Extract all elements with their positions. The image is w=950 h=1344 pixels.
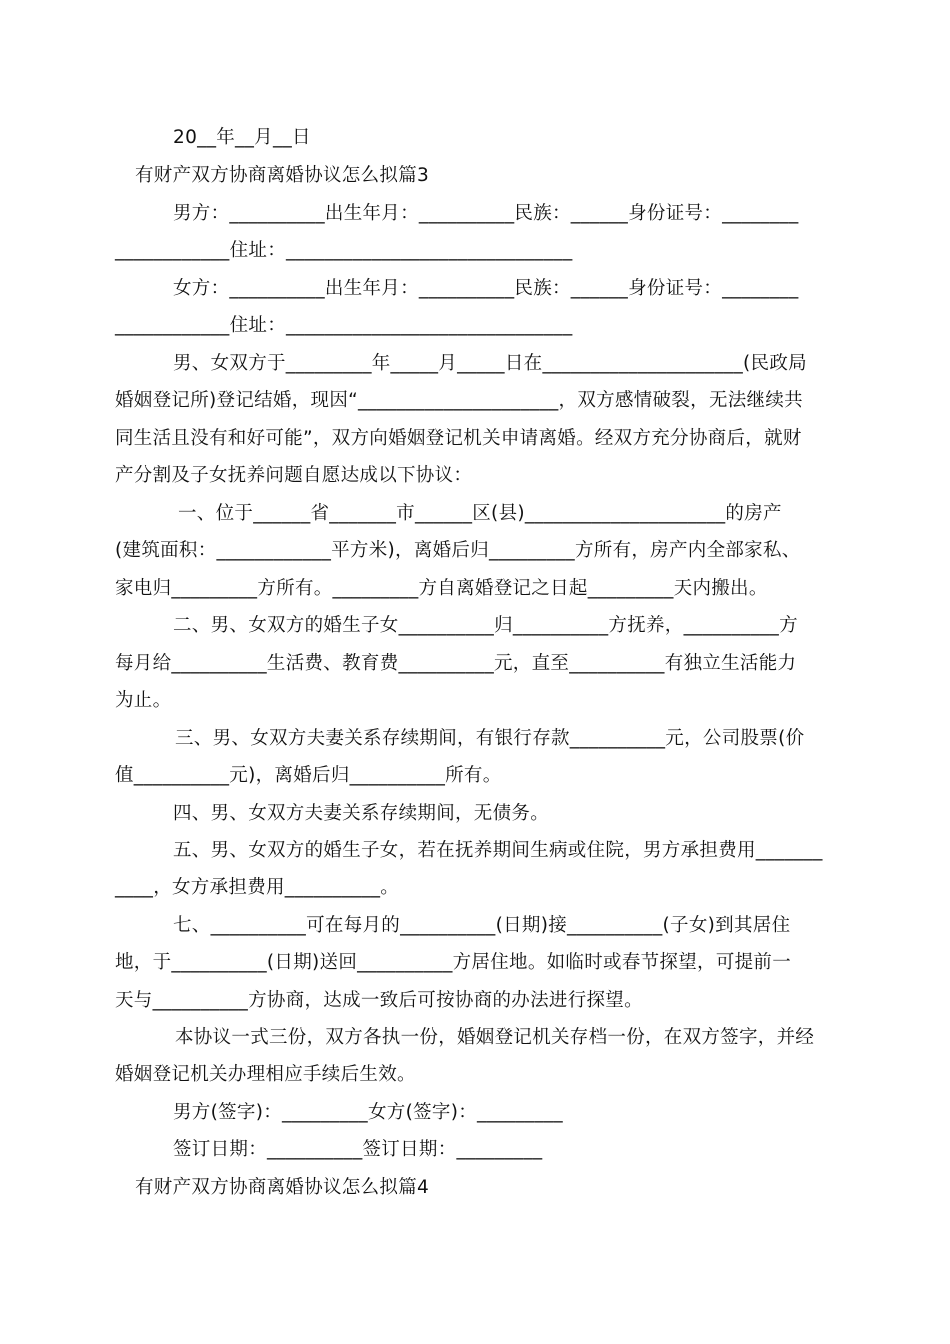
intro-paragraph-line: 婚姻登记所)登记结婚，现因“_____________________，双方感情破裂，无法继续共 xyxy=(115,390,803,411)
clause-7-line: 地，于__________(日期)送回__________方居住地。如临时或春节探望，可提前一 xyxy=(115,952,792,973)
male-party-line: 男方：__________出生年月：__________民族：______身份证号：________ xyxy=(173,203,799,224)
intro-paragraph-line: 产分割及子女抚养问题自愿达成以下协议： xyxy=(115,465,473,486)
intro-paragraph-line: 男、女双方于_________年_____月_____日在_____________________(民政局 xyxy=(173,353,807,374)
signature-line: 男方(签字)：_________女方(签字)：_________ xyxy=(173,1102,563,1123)
intro-paragraph-line: 同生活且没有和好可能”，双方向婚姻登记机关申请离婚。经双方充分协商后，就财 xyxy=(115,428,802,449)
closing-paragraph-line: 本协议一式三份，双方各执一份，婚姻登记机关存档一份，在双方签字，并经 xyxy=(175,1027,815,1048)
clause-3-line: 值__________元)，离婚后归__________所有。 xyxy=(115,765,502,786)
clause-1-line: (建筑面积：____________平方米)，离婚后归_________方所有，房产内全部家私、 xyxy=(115,540,801,561)
clause-1-line: 家电归_________方所有。_________方自离婚登记之日起_________天内搬出。 xyxy=(115,578,768,599)
section-title-4: 有财产双方协商离婚协议怎么拟篇4 xyxy=(135,1177,430,1198)
clause-7-line: 七、__________可在每月的__________(日期)接__________(子女)到其居住 xyxy=(173,915,791,936)
clause-1-line: 一、位于______省_______市______区(县)_____________________的房产 xyxy=(178,503,782,524)
closing-paragraph-line: 婚姻登记机关办理相应手续后生效。 xyxy=(115,1064,416,1085)
clause-4-line: 四、男、女双方夫妻关系存续期间，无债务。 xyxy=(173,803,550,824)
female-party-line: 女方：__________出生年月：__________民族：______身份证号：________ xyxy=(173,278,799,299)
clause-2-line: 为止。 xyxy=(115,690,172,711)
clause-2-line: 二、男、女双方的婚生子女__________归__________方抚养，__________方 xyxy=(173,615,798,636)
clause-7-line: 天与__________方协商，达成一致后可按协商的办法进行探望。 xyxy=(115,990,643,1011)
female-address-line: ____________住址：______________________________ xyxy=(115,315,573,336)
clause-2-line: 每月给__________生活费、教育费__________元，直至__________有独立生活能力 xyxy=(115,653,797,674)
section-title-3: 有财产双方协商离婚协议怎么拟篇3 xyxy=(135,165,430,186)
male-address-line: ____________住址：______________________________ xyxy=(115,240,573,261)
clause-5-line: 五、男、女双方的婚生子女，若在抚养期间生病或住院，男方承担费用_______ xyxy=(173,840,823,861)
clause-3-line: 三、男、女双方夫妻关系存续期间，有银行存款__________元，公司股票(价 xyxy=(175,728,805,749)
clause-5-line: ____，女方承担费用__________。 xyxy=(115,877,400,898)
signing-date-line: 签订日期：__________签订日期：_________ xyxy=(173,1139,543,1160)
date-line: 20__年__月__日 xyxy=(173,127,311,148)
